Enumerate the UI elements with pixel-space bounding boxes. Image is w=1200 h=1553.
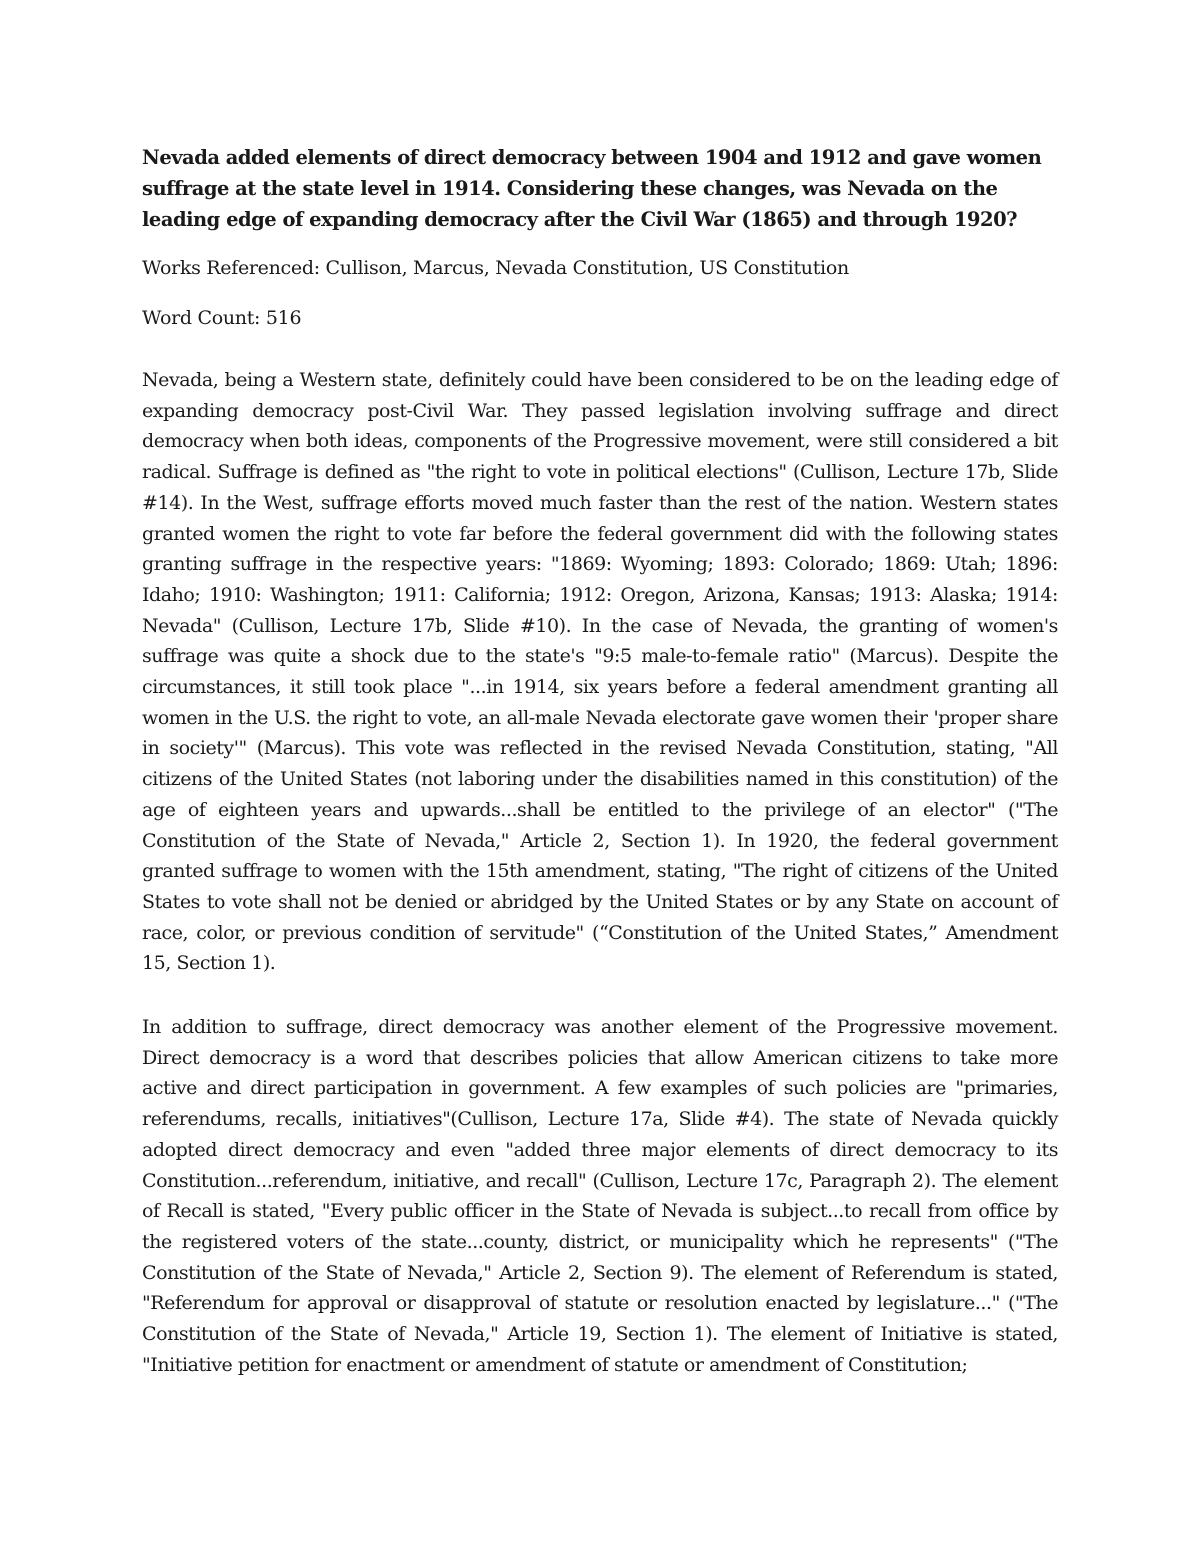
document-body (142, 142, 1058, 1381)
body-paragraph-1: Nevada, being a Western state, definitely could have been considered to be on the leading edge of expanding democracy post-Civil War. They passed legislation involving suffrage and direct democracy when both ideas, components of the Progressive movement, were still considered a bit radical. Suffrage is defined as "the right to vote in political elections" (Cullison, Lecture 17b, Slide #14). In the West, suffrage efforts moved much faster than the rest of the nation. Western states granted women the right to vote far before the federal government did with the following states granting suffrage in the respective years: "1869: Wyoming; 1893: Colorado; 1869: Utah; 1896: Idaho; 1910: Washington; 1911: California; 1912: Oregon, Arizona, Kansas; 1913: Alaska; 1914: Nevada" (Cullison, Lecture 17b, Slide #10). In the case of Nevada, the granting of women's suffrage was quite a shock due to the state's "9:5 male-to-female ratio" (Marcus). Despite the circumstances, it still took place "...in 1914, six years before a federal amendment granting all women in the U.S. the right to vote, an all-male Nevada electorate gave women their 'proper share in society'" (Marcus). This vote was reflected in the revised Nevada Constitution, stating, "All citizens of the United States (not laboring under the disabilities named in this constitution) of the age of eighteen years and upwards...shall be entitled to the privilege of an elector" ("The Constitution of the State of Nevada," Article 2, Section 1). In 1920, the federal government granted suffrage to women with the 15th amendment, stating, "The right of citizens of the United States to vote shall not be denied or abridged by the United States or by any State on account of race, color, or previous condition of servitude" (“Constitution of the United States,” Amendment 15, Section 1). (142, 369, 1058, 975)
essay-question: Nevada added elements of direct democracy between 1904 and 1912 and gave women suffrage at the state level in 1914. Considering these changes, was Nevada on the leading edge of expanding democracy after the Civil War (1865) and through 1920? (142, 146, 1042, 231)
works-referenced: Works Referenced: Cullison, Marcus, Nevada Constitution, US Constitution (142, 257, 849, 279)
body-paragraph-2: In addition to suffrage, direct democracy was another element of the Progressive movement. Direct democracy is a word that describes policies that allow American citizens to take more active and direct participation in government. A few examples of such policies are "primaries, referendums, recalls, initiatives"(Cullison, Lecture 17a, Slide #4). The state of Nevada quickly adopted direct democracy and even "added three major elements of direct democracy to its Constitution...referendum, initiative, and recall" (Cullison, Lecture 17c, Paragraph 2). The element of Recall is stated, "Every public officer in the State of Nevada is subject...to recall from office by the registered voters of the state...county, district, or municipality which he represents" ("The Constitution of the State of Nevada," Article 2, Section 9). The element of Referendum is stated, "Referendum for approval or disapproval of statute or resolution enacted by legislature..." ("The Constitution of the State of Nevada," Article 19, Section 1). The element of Initiative is stated, "Initiative petition for enactment or amendment of statute or amendment of Constitution; (142, 1016, 1058, 1376)
word-count: Word Count: 516 (142, 307, 302, 329)
